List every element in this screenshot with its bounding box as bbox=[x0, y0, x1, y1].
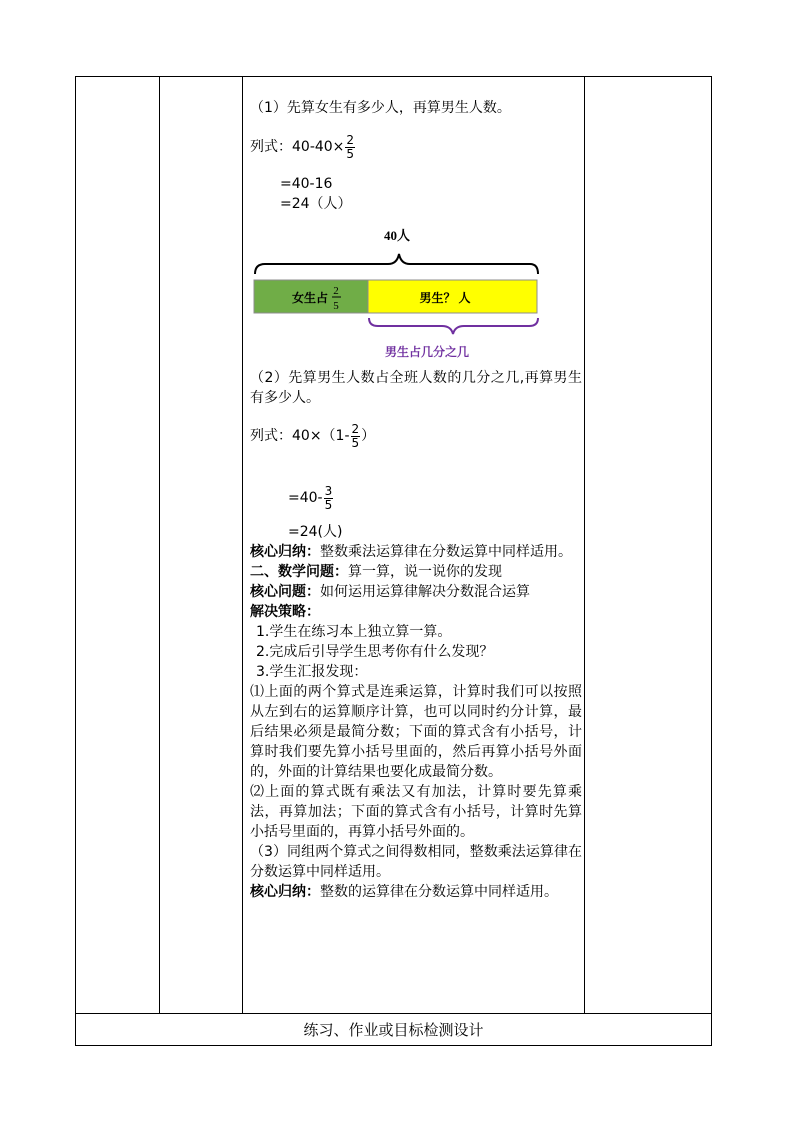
step2-formula-prefix: 列式：40×（1- bbox=[250, 428, 350, 444]
bar-model-diagram bbox=[250, 224, 550, 364]
step1-fraction-numerator: 2 bbox=[346, 132, 355, 147]
summary1-label: 核心归纳： bbox=[250, 544, 320, 560]
summary2-text: 整数的运算律在分数运算中同样适用。 bbox=[320, 884, 558, 900]
girls-label: 女生占 bbox=[292, 291, 329, 305]
strategy-step-3: 3.学生汇报发现： bbox=[256, 664, 368, 680]
section2-title bbox=[250, 562, 582, 582]
strategy-step-2: 2.完成后引导学生思考你有什么发现？ bbox=[256, 644, 494, 660]
girls-frac-num: 2 bbox=[333, 285, 339, 297]
step2-formula-suffix: ） bbox=[361, 428, 376, 444]
table-col-divider-1 bbox=[159, 76, 160, 1014]
summary1 bbox=[250, 542, 582, 562]
top-brace bbox=[255, 254, 538, 274]
finding-1: ⑴上面的两个算式是连乘运算，计算时我们可以按照从左到右的运算顺序计算，也可以同时约分计算，最后结果必须是最简分数；下面的算式含有小括号，计算时我们要先算小括号里面的，然后再算小括号外面的，外面的计算结果也要化成最简分数。 bbox=[250, 684, 582, 780]
step1-line2: =40-16 bbox=[280, 176, 333, 192]
footer-row-title: 练习、作业或目标检测设计 bbox=[303, 1021, 484, 1039]
table-left-border bbox=[75, 76, 76, 1045]
step2-fraction-denominator: 5 bbox=[351, 435, 360, 450]
summary1-text: 整数乘法运算律在分数运算中同样适用。 bbox=[320, 544, 572, 560]
step1-fraction-denominator: 5 bbox=[346, 146, 355, 161]
step1-formula-prefix: 列式：40-40× bbox=[250, 139, 345, 155]
table-bottom-border bbox=[75, 1045, 712, 1046]
step2-line3: =24(人) bbox=[288, 524, 343, 540]
table-top-border bbox=[75, 76, 712, 77]
section2-title-bold: 二、数学问题： bbox=[250, 564, 348, 580]
bottom-brace bbox=[369, 318, 538, 334]
total-label: 40人 bbox=[383, 228, 411, 243]
step1-heading: （1）先算女生有多少人，再算男生人数。 bbox=[250, 100, 511, 116]
table-right-border bbox=[711, 76, 712, 1045]
step2-line2-fraction-denominator: 5 bbox=[324, 497, 333, 512]
step2-heading: （2）先算男生人数占全班人数的几分之几,再算男生有多少人。 bbox=[250, 370, 582, 406]
summary2-label: 核心归纳： bbox=[250, 884, 320, 900]
bottom-label: 男生占几分之几 bbox=[384, 345, 470, 359]
table-col-divider-3 bbox=[584, 76, 585, 1014]
step2-fraction-numerator: 2 bbox=[351, 421, 360, 436]
girls-frac-den: 5 bbox=[333, 300, 339, 312]
finding-2: ⑵上面的算式既有乘法又有加法，计算时要先算乘法，再算加法；下面的算式含有小括号，计算时先算小括号里面的，再算小括号外面的。 bbox=[250, 784, 582, 840]
step1-line3: =24（人） bbox=[280, 196, 352, 212]
step2-line2-fraction-numerator: 3 bbox=[324, 483, 333, 498]
core-question-label: 核心问题： bbox=[250, 584, 320, 600]
finding-3: （3）同组两个算式之间得数相同，整数乘法运算律在分数运算中同样适用。 bbox=[250, 844, 582, 880]
table-col-divider-2 bbox=[242, 76, 243, 1014]
step2-line2-prefix: =40- bbox=[288, 490, 323, 506]
core-question-text: 如何运用运算律解决分数混合运算 bbox=[320, 584, 530, 600]
step2-line2 bbox=[250, 480, 582, 516]
step1-fraction bbox=[345, 134, 355, 161]
lesson-content-lower bbox=[250, 368, 582, 902]
lesson-content bbox=[250, 92, 582, 214]
boys-label: 男生？ 人 bbox=[419, 291, 471, 305]
strategy-step-1: 1.学生在练习本上独立算一算。 bbox=[256, 624, 452, 640]
step1-formula bbox=[250, 130, 582, 164]
step2-line2-fraction bbox=[324, 485, 334, 512]
step2-fraction bbox=[351, 423, 361, 450]
step2-formula bbox=[250, 418, 582, 454]
core-question bbox=[250, 582, 582, 602]
strategy-label: 解决策略： bbox=[250, 604, 320, 620]
section2-title-rest: 算一算，说一说你的发现 bbox=[348, 564, 502, 580]
summary2 bbox=[250, 882, 582, 902]
